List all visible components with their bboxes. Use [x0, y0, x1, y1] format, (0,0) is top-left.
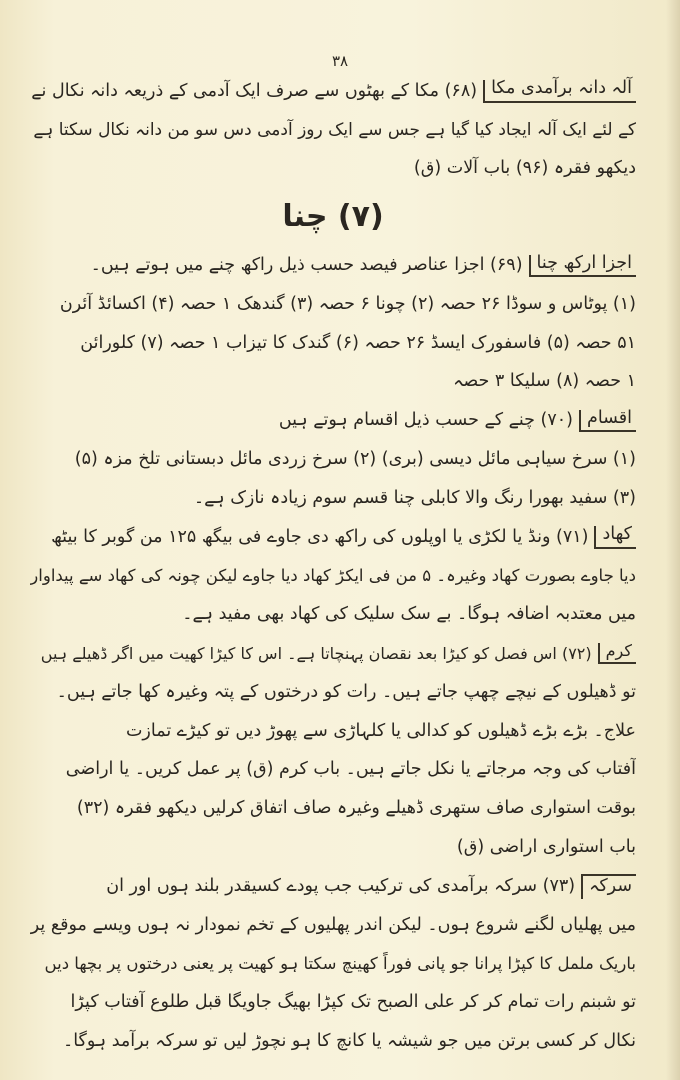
text-line-2: کے لئے ایک آلہ ایجاد کیا گیا ہے جس سے ایک روز آدمی دس سو من دانہ نکال سکتا ہے: [33, 119, 636, 140]
text-line-20: سرکہ (۷۳) سرکہ برآمدی کی ترکیب جب پودے کسیقدر بلند ہوں اور ان: [30, 867, 636, 906]
text-line-5: (۱) پوٹاس و سوڈا ۲۶ حصہ (۲) چونا ۶ حصہ (۳) گندھک ۱ حصہ (۴) اکسائڈ آئرن: [59, 293, 636, 314]
side-label-manure: کھاد: [594, 526, 636, 549]
text-line-24: نکال کر کسی برتن میں جو شیشہ یا کانچ کا ہو نچوڑ لیں تو سرکہ برآمد ہوگا۔: [62, 1030, 636, 1051]
side-label-varieties: اقسام: [579, 410, 636, 433]
text-line-11: کھاد (۷۱) ونڈ یا لکڑی یا اوپلوں کی راکھ دی جاوے فی بیگھ ۱۲۵ من گوبر کا بیٹھ: [30, 518, 636, 557]
text-line-23: تو شبنم رات تمام کر کر علی الصبح تک کپڑا بھیگ جاویگا قبل طلوع آفتاب کپڑا: [70, 992, 636, 1013]
text-line-15: تو ڈھیلوں کے نیچے چھپ جاتے ہیں۔ رات کو درختوں کے پتہ وغیرہ کھا جاتے ہیں۔: [56, 681, 636, 702]
text-line-6: ۵۱ حصہ (۵) فاسفورک ایسڈ ۲۶ حصہ (۶) گندک کا تیزاب ۱ حصہ (۷) کلورائن: [80, 332, 636, 353]
text-line-12: دیا جاوے بصورت کھاد وغیرہ۔ ۵ من فی ایکڑ کھاد دیا جاوے لیکن چونہ کی کھاد سے پیداوار: [30, 565, 636, 585]
text-line-9: (۱) سرخ سیاہی مائل دیسی (بری) (۲) سرخ زردی مائل دبستانی تلخ مزہ (۵): [74, 449, 636, 470]
text-line-21: میں پھلیاں لگنے شروع ہوں۔ لیکن اندر پھلیوں کے تخم نمودار نہ ہوں ویسے موقع پر: [30, 914, 636, 935]
text-line-16: علاج۔ بڑے بڑے ڈھیلوں کو کدالی یا کلہاڑی سے پھوڑ دیں تو کیڑے تمازت: [125, 720, 636, 741]
text-line-10: (۳) سفید بھورا رنگ والا کابلی چنا قسم سوم زیادہ نازک ہے۔: [193, 487, 636, 508]
text-line-19: باب استواری اراضی (ق): [456, 836, 636, 857]
text-line-13: میں معتدبہ اضافہ ہوگا۔ بے سک سلیک کی کھاد بھی مفید ہے۔: [182, 604, 636, 625]
text-line-14: کرم (۷۲) اس فصل کو کیڑا بعد نقصان پہنچاتا ہے۔ اس کا کیڑا کھیت میں اگر ڈھیلے ہیں: [30, 634, 636, 673]
section-heading: (۷) چنا: [282, 199, 384, 235]
text-line-8: اقسام (۷۰) چنے کے حسب ذیل اقسام ہوتے ہیں: [30, 402, 636, 441]
text-line-17: آفتاب کی وجہ مرجاتے یا نکل جاتے ہیں۔ باب کرم (ق) پر عمل کریں۔ یا اراضی: [65, 759, 636, 780]
side-label-vinegar: سرکہ: [581, 874, 636, 899]
side-label-pests: کرم: [598, 643, 636, 664]
page-body: [30, 72, 636, 1061]
page-edge-shadow: [666, 0, 680, 1080]
text-line-3: دیکھو فقرہ (۹۶) باب آلات (ق): [413, 158, 636, 179]
text-line-18: بوقت استواری صاف ستھری ڈھیلے وغیرہ صاف اتفاق کرلیں دیکھو فقرہ (۳۲): [76, 798, 636, 819]
text-line-4: اجزا ارکھ چنا (۶۹) اجزا عناصر فیصد حسب ذیل راکھ چنے میں ہوتے ہیں۔: [30, 246, 636, 285]
text-line-1: آلہ دانہ برآمدی مکا (۶۸) مکا کے بھٹوں سے صرف ایک آدمی کے ذریعہ دانہ نکال نے: [30, 72, 636, 111]
page-number: ۳۸: [331, 52, 349, 70]
text-line-7: ۱ حصہ (۸) سلیکا ۳ حصہ: [453, 371, 636, 392]
text-line-22: باریک ململ کا کپڑا پرانا جو پانی فوراً کھینچ سکتا ہو کھیت پر یعنی درختوں پر بچھا دیں: [44, 953, 636, 973]
side-label-ash-components: اجزا ارکھ چنا: [529, 255, 636, 278]
side-label-mechanic: آلہ دانہ برآمدی مکا: [483, 80, 636, 103]
